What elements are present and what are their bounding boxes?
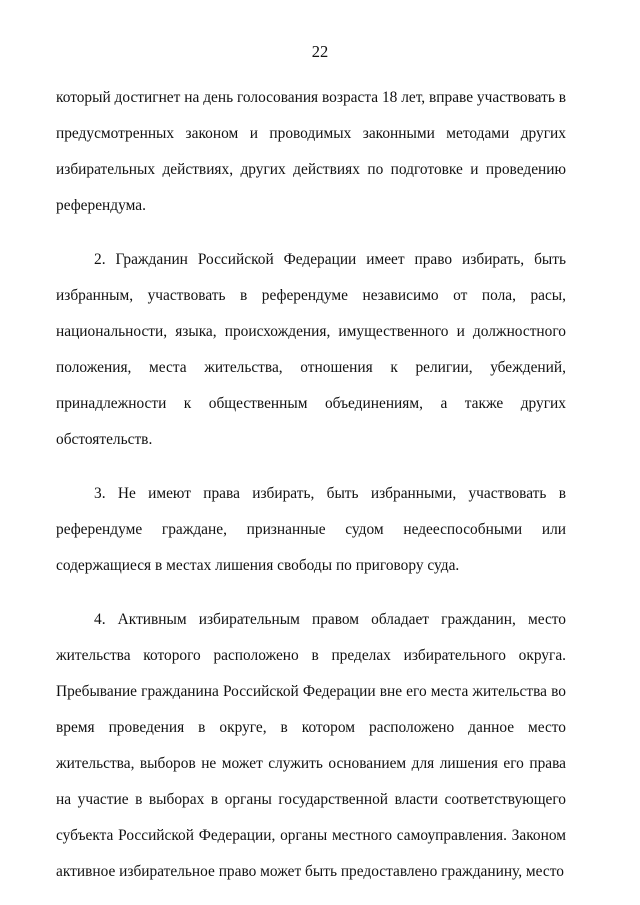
paragraph-item-2: 2. Гражданин Российской Федерации имеет право избирать, быть избранным, участвовать в референдуме независимо от пола, расы, национальности, языка, происхождения, имущественного и должностного положения, места жительства, отношения к религии, убеждений, принадлежности к общественным объединениям, а также других обстоятельств. <box>56 251 566 448</box>
paragraph-continuation: который достигнет на день голосования возраста 18 лет, вправе участвовать в предусмотренных законом и проводимых законными методами других избирательных действиях, других действиях по подготовке и проведению референдума. <box>56 89 566 214</box>
paragraph-item-3: 3. Не имеют права избирать, быть избранными, участвовать в референдуме граждане, признанные судом недееспособными или содержащиеся в местах лишения свободы по приговору суда. <box>56 485 566 574</box>
document-body <box>56 80 566 890</box>
paragraph-item-4: 4. Активным избирательным правом обладает гражданин, место жительства которого расположено в пределах избирательного округа. Пребывание гражданина Российской Федерации вне его места жительства во время проведения в округе, в котором расположено данное место жительства, выборов не может служить основанием для лишения его права на участие в выборах в органы государственной власти соответствующего субъекта Российской Федерации, органы местного самоуправления. Законом активное избирательное право может быть предоставлено гражданину, место <box>56 611 566 880</box>
page-number: 22 <box>311 42 329 61</box>
